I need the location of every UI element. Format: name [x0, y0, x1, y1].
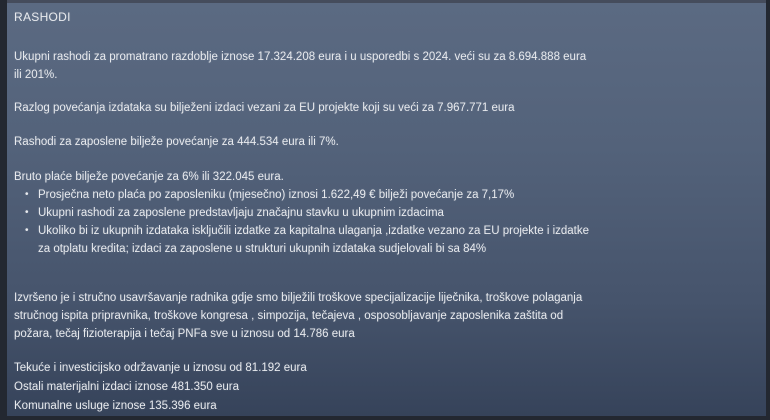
bullet-text: [38, 204, 758, 222]
bullet-icon: •: [25, 225, 29, 236]
text-line: Komunalne usluge iznose 135.396 eura: [14, 400, 217, 412]
bullet-item: [14, 204, 758, 222]
text-line: za otplatu kredita; izdaci za zaposlene u strukturi ukupnih izdataka sudjelovali bi sa 84%: [38, 243, 487, 255]
text-line: požara, tečaj fizioterapija i tečaj PNFa sve u iznosu od 14.786 eura: [14, 328, 355, 340]
text-line: Izvršeno je i stručno usavršavanje radnika gdje smo bilježili troškove specijalizacije liječnika, troškove polaganja: [14, 292, 583, 304]
bullet-item: [14, 186, 758, 204]
text-line: Prosječna neto plaća po zaposleniku (mjesečno) iznosi 1.622,49 € bilježi povećanje za 7,17%: [38, 189, 515, 201]
paragraph: [14, 359, 758, 416]
text-line: Razlog povećanja izdataka su bilježeni izdaci vezani za EU projekte koji su veći za 7.967.771 eura: [14, 102, 515, 114]
text-line: ili 201%.: [14, 69, 58, 81]
bullet-text: [38, 186, 758, 204]
text-line: Ukoliko bi iz ukupnih izdataka isključili izdatke za kapitalna ulaganja ,izdatke vezano za EU projekte i izdatke: [38, 225, 590, 237]
paragraph: [14, 133, 758, 151]
text-line: Ostali materijalni izdaci iznose 481.350 eura: [14, 381, 240, 393]
paragraph: [14, 168, 758, 186]
text-line: Rashodi za zaposlene bilježe povećanje za 444.534 eura ili 7%.: [14, 136, 339, 148]
text-line: stručnog ispita pripravnika, troškove kongresa , simpozija, tečajeva , osposobljavanje zaposlenika zaštita od: [14, 310, 564, 322]
text-line: Tekuće i investicijsko održavanje u iznosu od 81.192 eura: [14, 362, 307, 374]
slide: [7, 0, 766, 416]
text-line: Ukupni rashodi za promatrano razdoblje iznose 17.324.208 eura i u usporedbi s 2024. veći su za 8.694.888 eura: [14, 51, 587, 63]
bullet-icon: •: [25, 189, 29, 200]
paragraph: [14, 289, 758, 343]
slide-content: [14, 48, 758, 416]
paragraph: [14, 99, 758, 117]
paragraph: [14, 48, 758, 84]
bullet-icon: •: [25, 207, 29, 218]
text-line: Bruto plaće bilježe povećanje za 6% ili 322.045 eura.: [14, 171, 284, 183]
bullet-text: [38, 222, 758, 258]
slide-title: RASHODI: [14, 10, 71, 24]
text-line: Ukupni rashodi za zaposlene predstavljaju značajnu stavku u ukupnim izdacima: [38, 207, 444, 219]
bullet-item: [14, 222, 758, 258]
bullet-list: [14, 186, 758, 258]
